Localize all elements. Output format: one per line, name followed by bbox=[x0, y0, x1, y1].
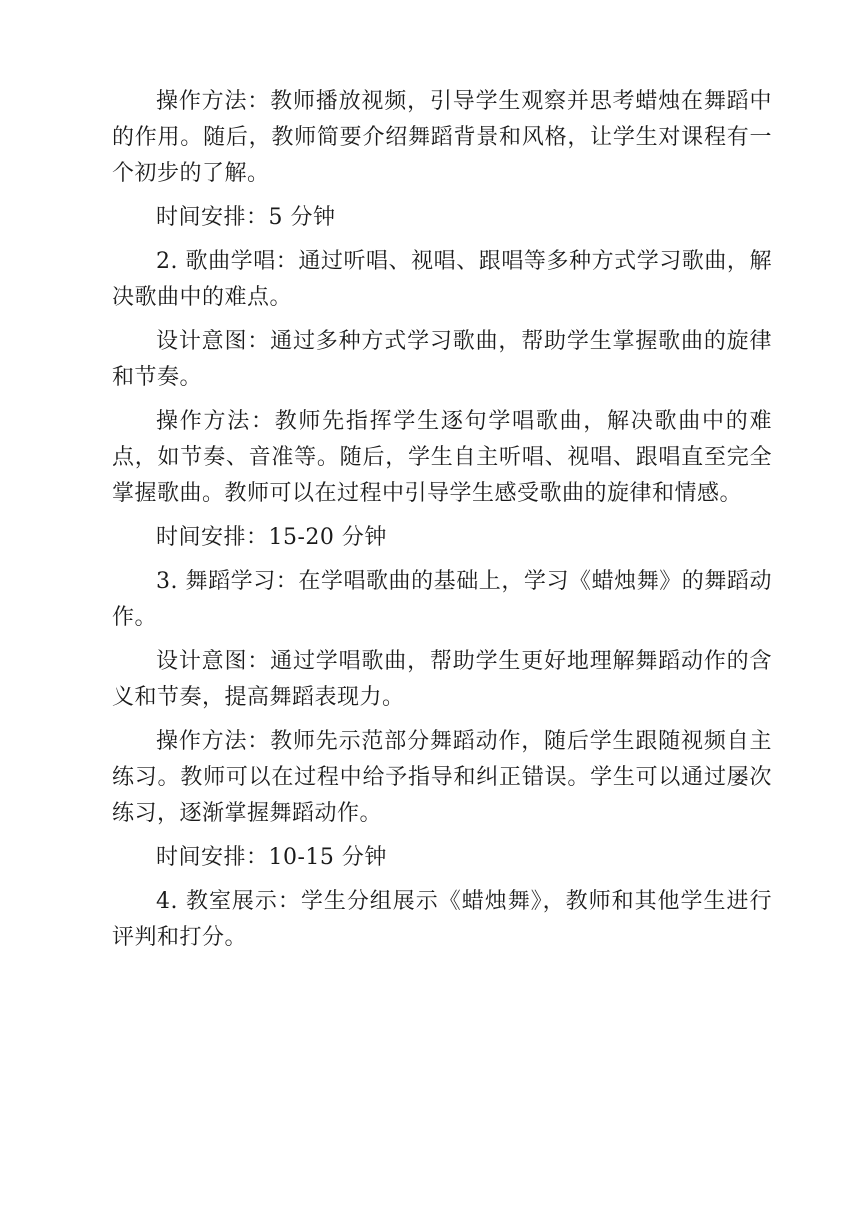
paragraph-dance-intent: 设计意图：通过学唱歌曲，帮助学生更好地理解舞蹈动作的含义和节奏，提高舞蹈表现力。 bbox=[112, 649, 772, 710]
document-body bbox=[112, 84, 772, 956]
paragraph-song-learning: 2. 歌曲学唱：通过听唱、视唱、跟唱等多种方式学习歌曲，解决歌曲中的难点。 bbox=[112, 249, 772, 310]
paragraph-dance-method: 操作方法：教师先示范部分舞蹈动作，随后学生跟随视频自主练习。教师可以在过程中给予指导和纠正错误。学生可以通过屡次练习，逐渐掌握舞蹈动作。 bbox=[112, 729, 772, 826]
paragraph-time-5: 时间安排：5 分钟 bbox=[156, 205, 336, 230]
paragraph-method-intro: 操作方法：教师播放视频，引导学生观察并思考蜡烛在舞蹈中的作用。随后，教师简要介绍舞蹈背景和风格，让学生对课程有一个初步的了解。 bbox=[112, 89, 772, 186]
paragraph-song-intent: 设计意图：通过多种方式学习歌曲，帮助学生掌握歌曲的旋律和节奏。 bbox=[112, 329, 772, 390]
paragraph-classroom-show: 4. 教室展示：学生分组展示《蜡烛舞》，教师和其他学生进行评判和打分。 bbox=[112, 889, 772, 950]
paragraph-time-10-15: 时间安排：10-15 分钟 bbox=[156, 845, 387, 870]
paragraph-time-15-20: 时间安排：15-20 分钟 bbox=[156, 525, 387, 550]
paragraph-song-method: 操作方法：教师先指挥学生逐句学唱歌曲，解决歌曲中的难点，如节奏、音准等。随后，学生自主听唱、视唱、跟唱直至完全掌握歌曲。教师可以在过程中引导学生感受歌曲的旋律和情感。 bbox=[112, 409, 772, 506]
paragraph-dance-learning: 3. 舞蹈学习：在学唱歌曲的基础上，学习《蜡烛舞》的舞蹈动作。 bbox=[112, 569, 772, 630]
